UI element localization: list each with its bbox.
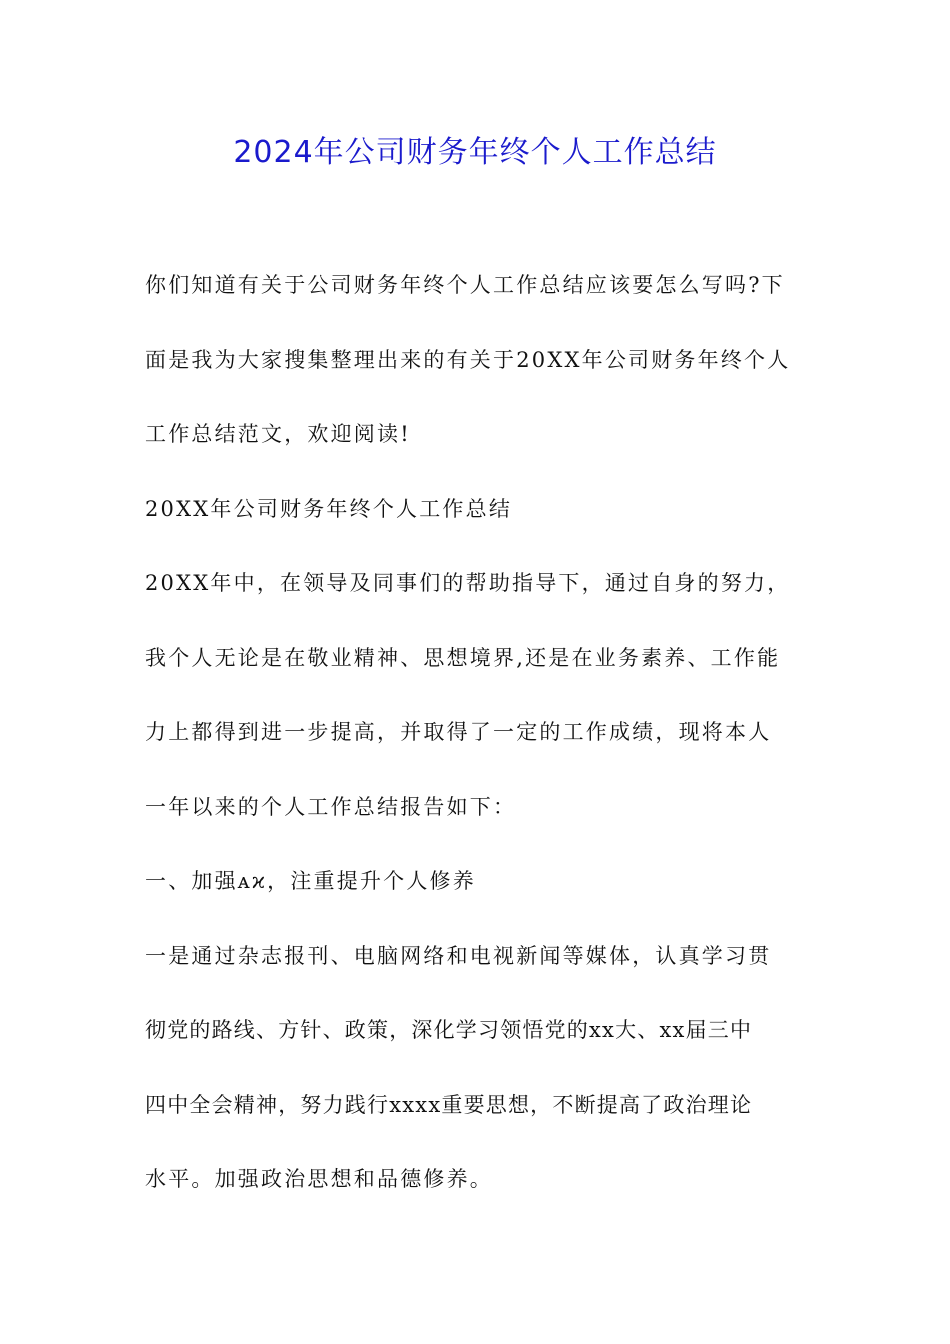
document-title: 2024年公司财务年终个人工作总结 bbox=[233, 135, 717, 170]
body-line: 工作总结范文，欢迎阅读! bbox=[145, 422, 411, 446]
body-line: 四中全会精神，努力践行xxxx重要思想，不断提高了政治理论 bbox=[145, 1092, 753, 1117]
body-line: 力上都得到进一步提高，并取得了一定的工作成绩，现将本人 bbox=[145, 720, 772, 744]
subsection-heading: 一、加强ᴀϰ，注重提升个人修养 bbox=[145, 869, 476, 893]
body-line: 彻党的路线、方针、政策，深化学习领悟党的xx大、xx届三中 bbox=[145, 1018, 753, 1042]
body-line: 20XX年中，在领导及同事们的帮助指导下，通过自身的努力， bbox=[145, 571, 791, 595]
body-line: 一年以来的个人工作总结报告如下： bbox=[145, 794, 517, 819]
document-body bbox=[145, 262, 815, 1231]
body-line: 你们知道有关于公司财务年终个人工作总结应该要怎么写吗?下 bbox=[145, 273, 785, 297]
body-line: 一是通过杂志报刊、电脑网络和电视新闻等媒体，认真学习贯 bbox=[145, 943, 772, 968]
body-line: 面是我为大家搜集整理出来的有关于20XX年公司财务年终个人 bbox=[145, 347, 791, 372]
section-heading: 20XX年公司财务年终个人工作总结 bbox=[145, 496, 513, 521]
body-line: 水平。加强政治思想和品德修养。 bbox=[145, 1167, 493, 1191]
body-line: 我个人无论是在敬业精神、思想境界,还是在业务素养、工作能 bbox=[145, 645, 781, 670]
